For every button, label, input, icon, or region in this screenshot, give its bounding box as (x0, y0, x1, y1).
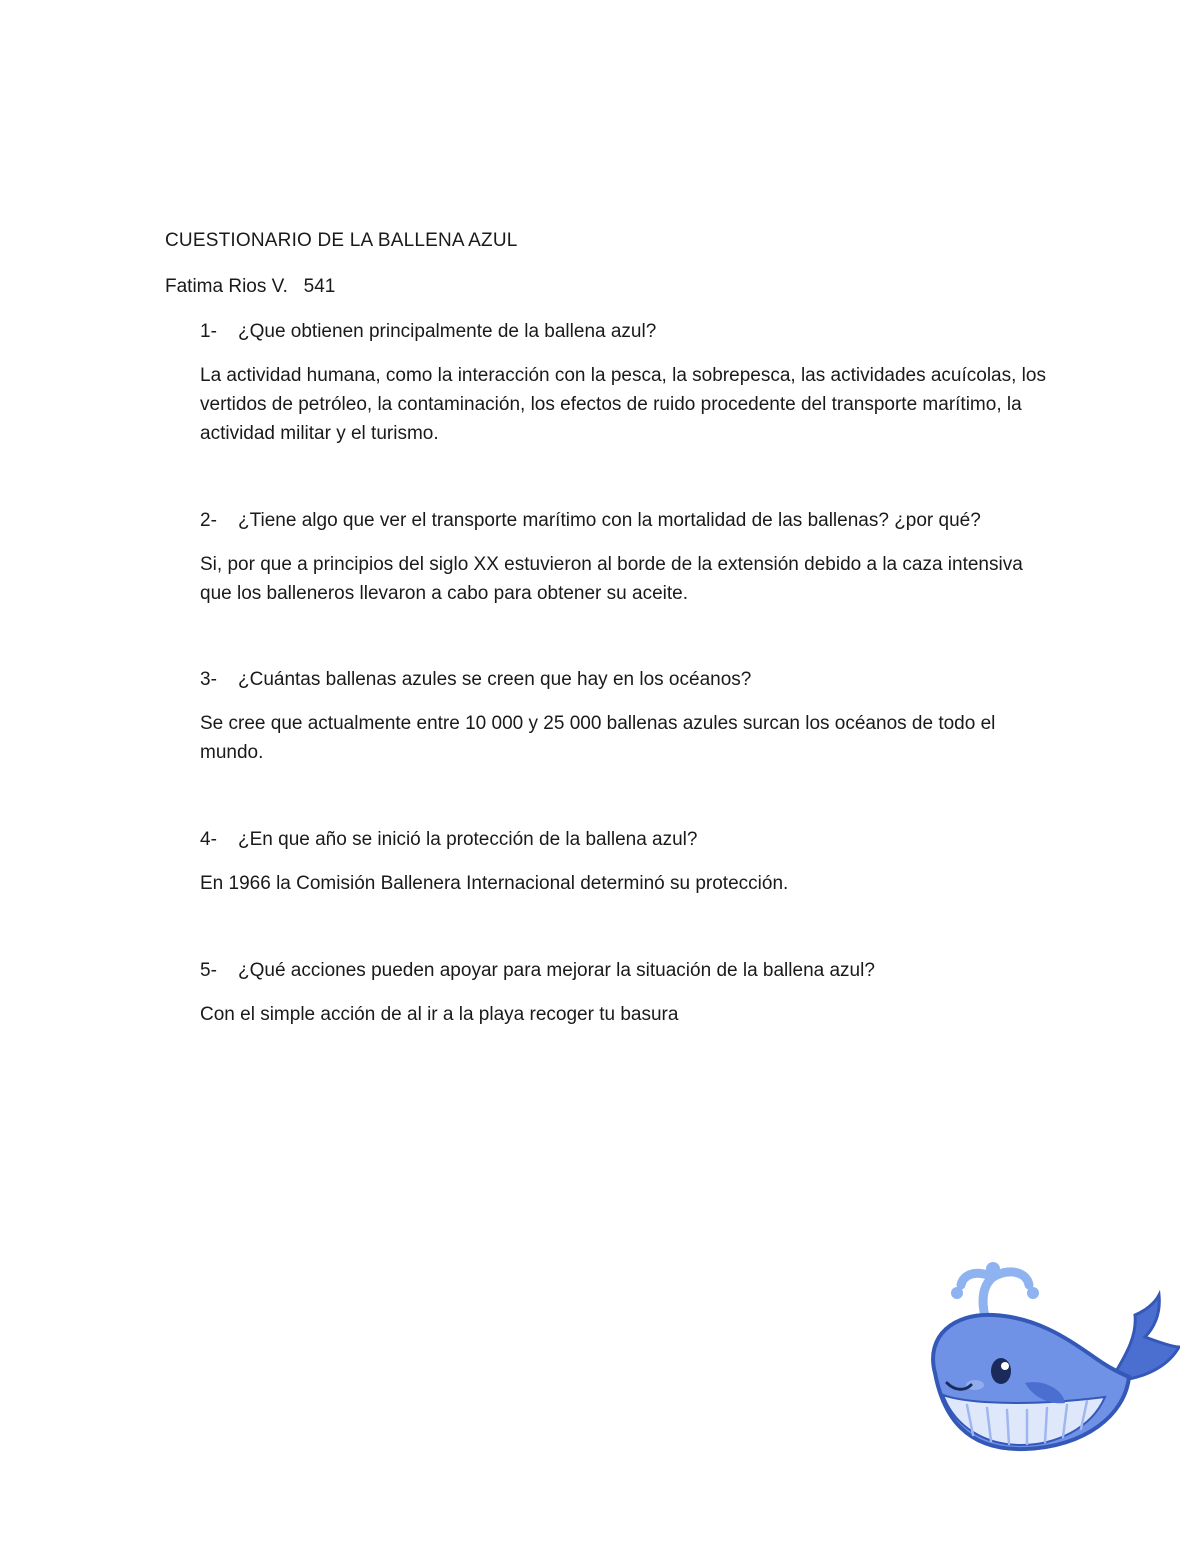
question-5 (200, 958, 1060, 984)
question-text: ¿Cuántas ballenas azules se creen que hay en los océanos? (238, 669, 752, 690)
question-number: 3- (200, 669, 217, 690)
whale-eye (991, 1358, 1011, 1384)
question-text: ¿En que año se inició la protección de la ballena azul? (238, 829, 698, 850)
question-text: ¿Qué acciones pueden apoyar para mejorar la situación de la ballena azul? (238, 960, 875, 981)
qa-item-2 (200, 508, 1060, 608)
question-2 (200, 508, 1060, 534)
author-line: Fatima Rios V. 541 (165, 276, 336, 297)
answer-2: Si, por que a principios del siglo XX estuvieron al borde de la extensión debido a la caza intensiva que los balleneros llevaron a cabo para obtener su aceite. (200, 554, 1023, 604)
question-1 (200, 319, 1060, 345)
answer-3: Se cree que actualmente entre 10 000 y 25 000 ballenas azules surcan los océanos de todo el mundo. (200, 713, 996, 763)
qa-item-5 (200, 958, 1060, 1029)
question-text: ¿Tiene algo que ver el transporte marítimo con la mortalidad de las ballenas? ¿por qué? (238, 510, 981, 531)
question-number: 4- (200, 829, 217, 850)
qa-item-3 (200, 667, 1060, 767)
qa-item-4 (200, 827, 1060, 898)
question-4 (200, 827, 1060, 853)
answer-5: Con el simple acción de al ir a la playa recoger tu basura (200, 1004, 679, 1025)
question-text: ¿Que obtienen principalmente de la ballena azul? (238, 321, 657, 342)
answer-4: En 1966 la Comisión Ballenera Internacional determinó su protección. (200, 873, 789, 894)
qa-item-1 (200, 319, 1060, 448)
whale-illustration (915, 1255, 1180, 1455)
question-number: 2- (200, 510, 217, 531)
document-title: CUESTIONARIO DE LA BALLENA AZUL (165, 230, 518, 251)
question-3 (200, 667, 1060, 693)
question-number: 5- (200, 960, 217, 981)
whale-tail (1115, 1295, 1179, 1379)
answer-1: La actividad humana, como la interacción con la pesca, la sobrepesca, las actividades acuícolas, los vertidos de petróleo, la contaminación, los efectos de ruido procedente del transporte marítimo, la actividad militar y el turismo. (200, 365, 1046, 444)
question-number: 1- (200, 321, 217, 342)
water-spout-icon (951, 1262, 1039, 1317)
